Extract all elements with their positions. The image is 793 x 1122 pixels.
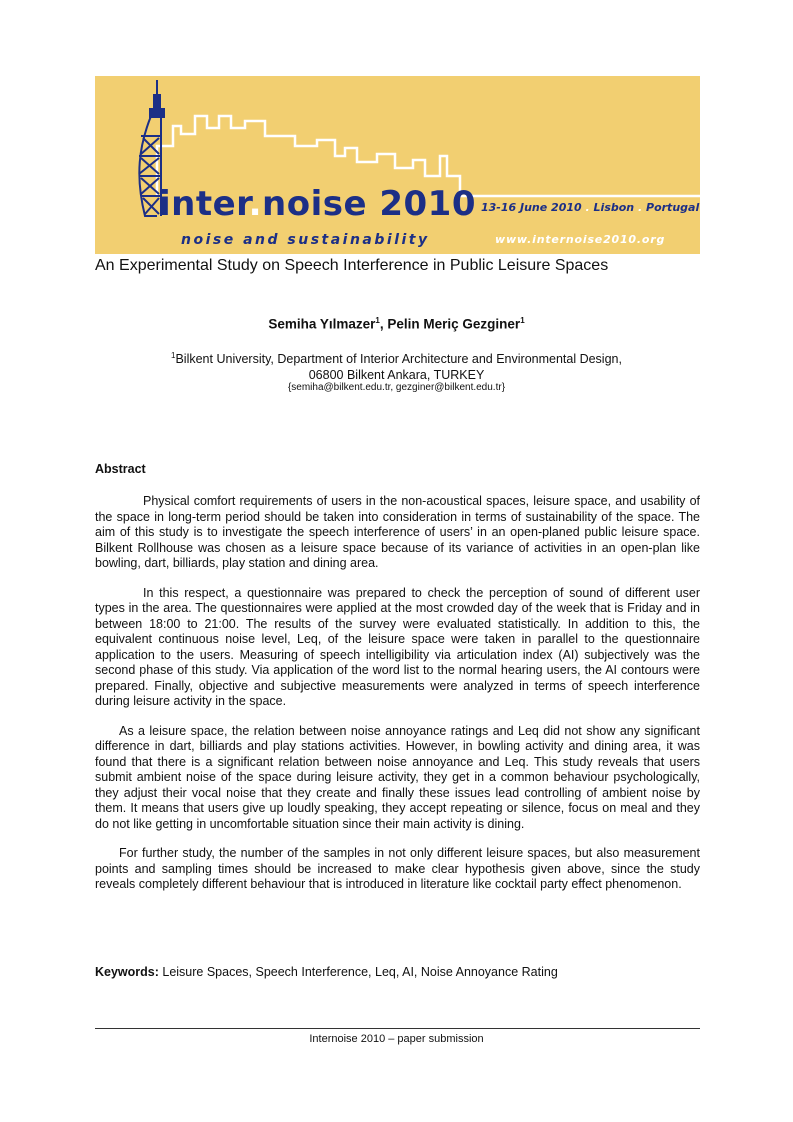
dates-text: 13-16 June 2010 — [481, 201, 582, 214]
author-2-mark: 1 — [520, 316, 525, 325]
affiliation-line-2: 06800 Bilkent Ankara, TURKEY — [308, 368, 485, 383]
logo-title — [159, 184, 476, 224]
abstract-body — [95, 494, 700, 907]
affiliation-text-1: Bilkent University, Department of Interior Architecture and Environmental Design, — [175, 352, 622, 367]
author-emails: {semiha@bilkent.edu.tr, gezginer@bilkent.edu.tr} — [287, 382, 506, 393]
author-1: Semiha Yılmazer — [268, 316, 376, 332]
paper-title: An Experimental Study on Speech Interference in Public Leisure Spaces — [95, 257, 609, 274]
city-separator: . — [637, 201, 643, 214]
city-text: Lisbon — [593, 201, 635, 214]
keywords-label: Keywords: — [95, 965, 159, 979]
conference-dates — [481, 201, 699, 214]
author-1-mark: 1 — [375, 316, 380, 325]
logo-title-b: noise 2010 — [262, 184, 476, 224]
author-2: Pelin Meriç Gezginer — [387, 316, 521, 332]
conference-url: www.internoise2010.org — [495, 233, 666, 246]
authors — [0, 316, 793, 332]
affiliation-mark: 1 — [171, 351, 176, 360]
logo-subtitle: noise and sustainability — [181, 232, 430, 248]
logo-title-a: inter — [159, 184, 249, 224]
country-text: Portugal — [646, 201, 700, 214]
keywords-list: Leisure Spaces, Speech Interference, Leq, AI, Noise Annoyance Rating — [158, 965, 558, 979]
abstract-heading: Abstract — [95, 462, 146, 476]
affiliation — [0, 348, 793, 383]
abstract-paragraph-3: As a leisure space, the relation between noise annoyance ratings and Leq did not show any significant difference in dart, billiards and play stations activities. However, in bowling activity and dining area, it was found that there is a significant relation between noise annoyance and Leq. This study reveals that users submit ambient noise of the space during leisure activity, they get in a common behaviour psychologically, they adjust their vocal noise that they create and finally these issues lead controlling of ambient noise by them. It means that users give up loudly speaking, they accept repeating or silence, focus on meal and they do not like getting in uncomfortable situation since their main activity is dining. — [95, 723, 700, 831]
affiliation-line-1 — [0, 348, 793, 367]
lisbon-skyline-logo — [95, 76, 700, 254]
date-separator: . — [585, 201, 590, 214]
conference-banner — [95, 76, 700, 254]
abstract-paragraph-2: In this respect, a questionnaire was prepared to check the perception of sound of different user types in the area. The questionnaires were applied at the most crowded day of the week that is Friday and in between 18:00 to 21:00. The results of the survey were evaluated statistically. In addition to this, the equivalent continuous noise level, Leq, of the leisure space were taken in parallel to the questionnaire application to the users. Measuring of speech intelligibility via articulation index (AI) subjectively was the second phase of this study. Via application of the word list to the normal hearing users, the AI contours were prepared. Finally, objective and subjective measurements were analyzed in terms of speech interference during leisure activity in the space. — [95, 585, 700, 708]
page-footer: Internoise 2010 – paper submission — [309, 1033, 484, 1045]
logo-title-dot: . — [248, 184, 263, 224]
abstract-paragraph-1: Physical comfort requirements of users in the non-acoustical spaces, leisure space, and usability of the space in long-term period should be taken into consideration in terms of sustainability of the space. The aim of this study is to investigate the speech interference of users’ in an open-planed public leisure space. Bilkent Rollhouse was chosen as a leisure space because of its variance of activities in an open-plan like bowling, dart, billiards, play station and dining area. — [95, 494, 700, 570]
abstract-paragraph-4: For further study, the number of the samples in not only different leisure spaces, but also measurement points and sampling times should be increased to make clear hypothesis given above, since the study reveals completely different behaviour that is introduced in literature like cocktail party effect phenomenon. — [95, 846, 700, 891]
footer-divider — [95, 1028, 700, 1029]
keywords — [95, 965, 558, 979]
author-separator: , — [379, 316, 388, 332]
